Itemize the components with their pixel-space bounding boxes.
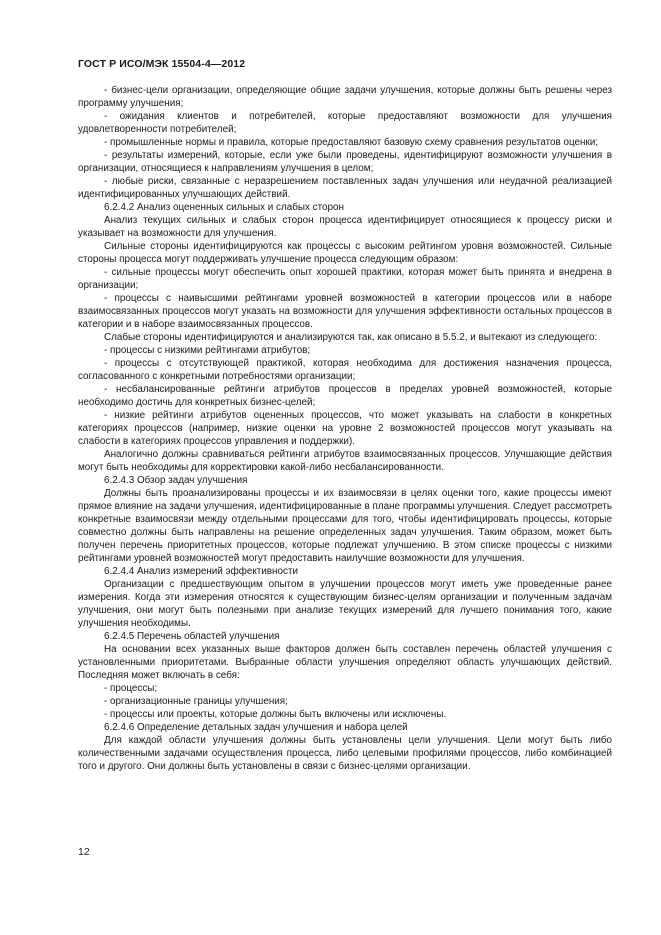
paragraph: - бизнес-цели организации, определяющие общие задачи улучшения, которые должны быть решены через программу улучшения; xyxy=(78,85,612,109)
paragraph: - процессы; xyxy=(104,683,158,694)
paragraph: - сильные процессы могут обеспечить опыт хорошей практики, которая может быть принята и внедрена в организации; xyxy=(78,267,612,291)
paragraph: Сильные стороны идентифицируются как процессы с высоким рейтингом уровня возможностей. Сильные стороны процесса могут поддерживать улучшение процесса следующим образом: xyxy=(78,241,612,265)
paragraph: Должны быть проанализированы процессы и их взаимосвязи в целях оценки того, какие процессы имеют прямое влияние на задачи улучшения, идентифицированные в плане программы улучшения. Следует рассмотреть конкретные взаимосвязи между отдельными процессами для того, чтобы идентифицировать процессы, которые совместно должны быть направлены на решение определенных задач улучшения. Таким образом, может быть получен перечень приоритетных процессов, которые подлежат улучшению. В этом списке процессы с низкими рейтингами уровней возможностей могут предоставить наилучшие возможности для улучшения. xyxy=(78,488,612,564)
paragraph: - любые риски, связанные с неразрешением поставленных задач улучшения или неудачной реализацией идентифицированных улучшающих действий. xyxy=(78,176,612,200)
paragraph: Организации с предшествующим опытом в улучшении процессов могут иметь уже проведенные ранее измерения. Когда эти измерения относятся к существующим бизнес-целям организации и полученным задачам улучшения, они могут быть полезными при анализе текущих измерений для лучшего понимания того, какие улучшения необходимы. xyxy=(78,579,612,629)
paragraph: - ожидания клиентов и потребителей, которые предоставляют возможности для улучшения удовлетворенности потребителей; xyxy=(78,111,612,135)
paragraph: - процессы с низкими рейтингами атрибутов; xyxy=(104,345,311,356)
paragraph: На основании всех указанных выше факторов должен быть составлен перечень областей улучшения с установленными приоритетами. Выбранные области улучшения определяют область улучшающих действий. Последняя может включать в себя: xyxy=(78,644,612,681)
document-body xyxy=(78,84,612,773)
paragraph: - результаты измерений, которые, если уже были проведены, идентифицируют возможности улучшения в организации, относящиеся к направлениям улучшения в целом; xyxy=(78,150,612,174)
section-heading: 6.2.4.5 Перечень областей улучшения xyxy=(104,631,280,642)
paragraph: - процессы с наивысшими рейтингами уровней возможностей в категории процессов или в наборе взаимосвязанных процессов могут указать на возможности для улучшения эффективности остальных процессов в категории и в наборе взаимосвязанных процессов. xyxy=(78,293,612,330)
paragraph: Анализ текущих сильных и слабых сторон процесса идентифицирует относящиеся к процессу риски и указывает на возможности для улучшения. xyxy=(78,215,612,239)
paragraph: Аналогично должны сравниваться рейтинги атрибутов взаимосвязанных процессов. Улучшающие действия могут быть необходимы для корректировки какой-либо несбалансированности. xyxy=(78,449,612,473)
section-heading: 6.2.4.3 Обзор задач улучшения xyxy=(104,475,248,486)
paragraph: - несбалансированные рейтинги атрибутов процессов в пределах уровней возможностей, которые необходимо достичь для конкретных бизнес-целей; xyxy=(78,384,612,408)
page-number: 12 xyxy=(78,846,90,858)
paragraph: - низкие рейтинги атрибутов оцененных процессов, что может указывать на слабости в конкретных категориях процессов (например, низкие оценки на уровне 2 возможностей процессов могут указывать на слабости в категориях процессов управления и поддержки). xyxy=(78,410,612,447)
section-heading: 6.2.4.2 Анализ оцененных сильных и слабых сторон xyxy=(104,202,344,213)
document-header: ГОСТ Р ИСО/МЭК 15504-4—2012 xyxy=(78,58,246,70)
paragraph: Для каждой области улучшения должны быть установлены цели улучшения. Цели могут быть либо количественными задачами осуществления процесса, либо целевыми профилями процессов, либо комбинацией того и другого. Они должны быть установлены в связи с бизнес-целями организации. xyxy=(78,735,612,772)
section-heading: 6.2.4.4 Анализ измерений эффективности xyxy=(104,566,298,577)
paragraph: Слабые стороны идентифицируются и анализируются так, как описано в 5.5.2, и вытекают из следующего: xyxy=(104,332,598,343)
paragraph: - промышленные нормы и правила, которые предоставляют базовую схему сравнения результатов оценки; xyxy=(104,137,599,148)
section-heading: 6.2.4.6 Определение детальных задач улучшения и набора целей xyxy=(104,722,408,733)
paragraph: - организационные границы улучшения; xyxy=(104,696,288,707)
paragraph: - процессы с отсутствующей практикой, которая необходима для достижения назначения процесса, согласованного с конкретными потребностями организации; xyxy=(78,358,612,382)
paragraph: - процессы или проекты, которые должны быть включены или исключены. xyxy=(104,709,447,720)
